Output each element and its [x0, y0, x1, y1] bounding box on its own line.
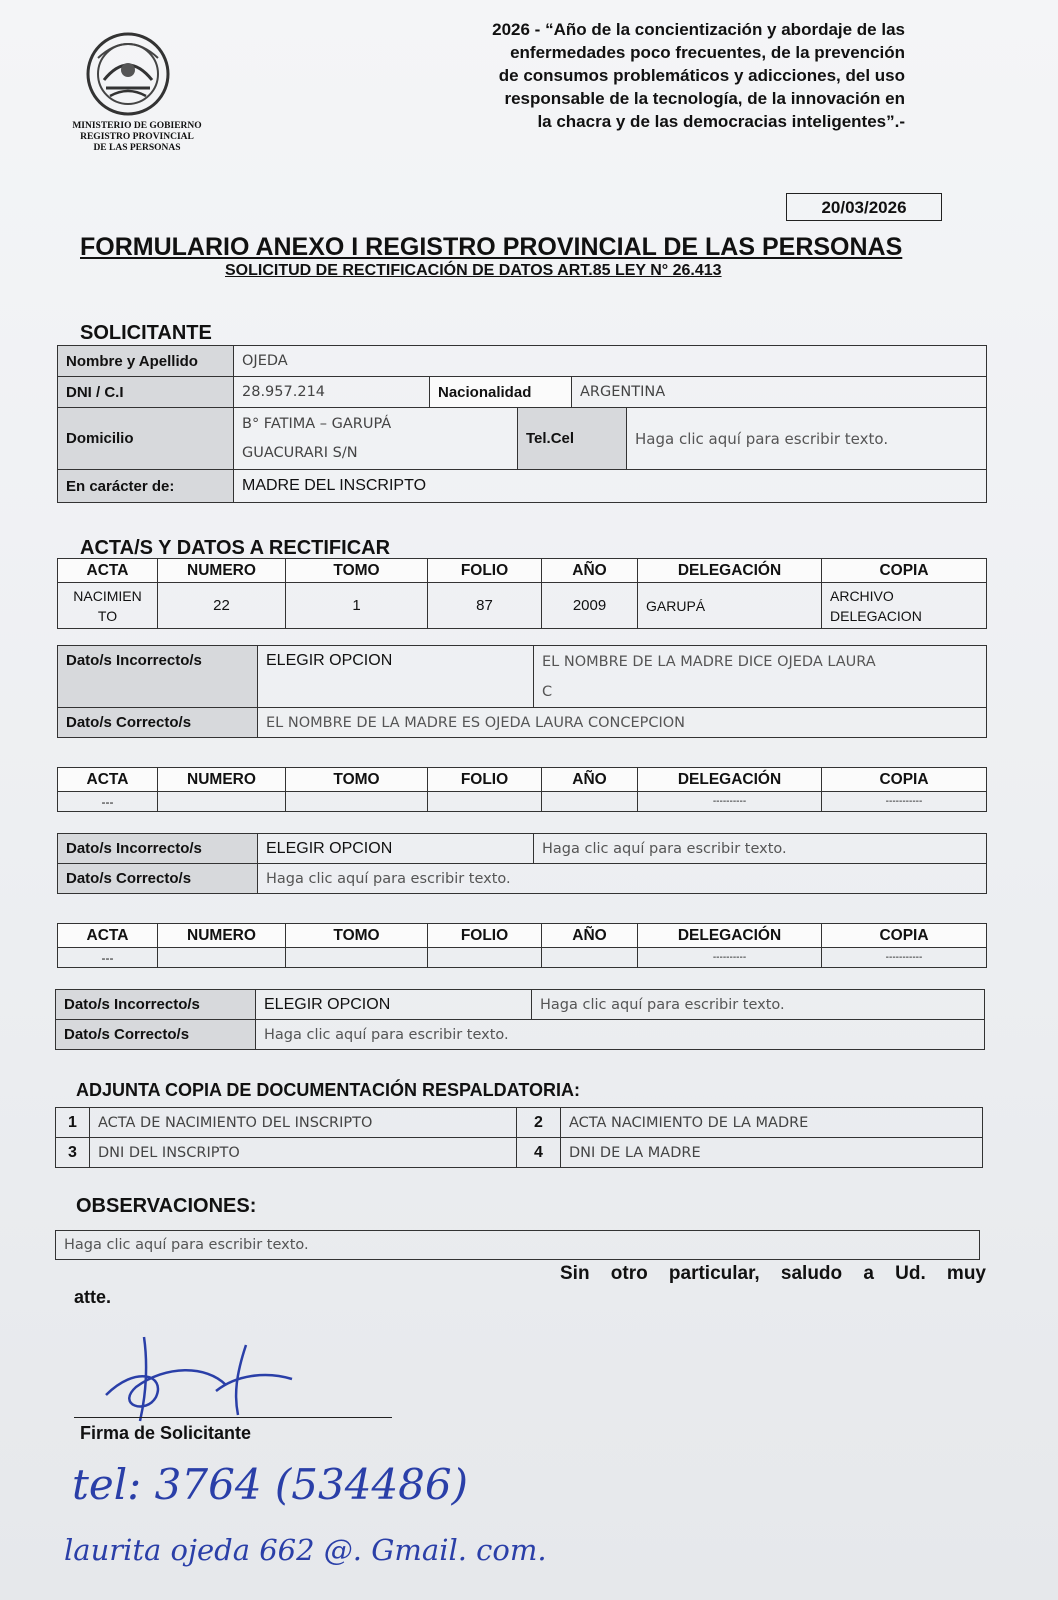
- datos-table-3: [55, 989, 985, 1050]
- acta-type-line: TO: [97, 607, 118, 624]
- correct-label: Dato/s Correcto/s: [56, 1020, 256, 1050]
- doc-number: 1: [56, 1108, 90, 1138]
- col-delegacion: DELEGACIÓN: [638, 768, 822, 792]
- name-field[interactable]: OJEDA: [234, 346, 987, 377]
- anio-cell[interactable]: 2009: [542, 583, 638, 629]
- numero-cell[interactable]: [158, 948, 286, 968]
- acta-table-2: [57, 767, 987, 812]
- col-delegacion: DELEGACIÓN: [638, 559, 822, 583]
- nationality-label: Nacionalidad: [430, 377, 572, 408]
- option-select[interactable]: ELEGIR OPCION: [258, 646, 534, 708]
- incorrect-text-field[interactable]: Haga clic aquí para escribir texto.: [532, 990, 985, 1020]
- role-label: En carácter de:: [58, 470, 234, 503]
- section-adjunta: ADJUNTA COPIA DE DOCUMENTACIÓN RESPALDATORIA:: [76, 1080, 580, 1100]
- copia-cell[interactable]: [822, 583, 987, 629]
- motto-line: de consumos problemáticos y adicciones, del uso: [498, 66, 905, 85]
- section-actas: ACTA/S Y DATOS A RECTIFICAR: [80, 537, 391, 559]
- dni-field[interactable]: 28.957.214: [234, 377, 430, 408]
- role-field[interactable]: MADRE DEL INSCRIPTO: [234, 470, 987, 503]
- incorrect-text-line: C: [542, 683, 553, 700]
- col-tomo: TOMO: [286, 924, 428, 948]
- col-folio: FOLIO: [428, 924, 542, 948]
- col-anio: AÑO: [542, 768, 638, 792]
- col-delegacion: DELEGACIÓN: [638, 924, 822, 948]
- acta-type-cell[interactable]: [58, 583, 158, 629]
- col-anio: AÑO: [542, 924, 638, 948]
- tomo-cell[interactable]: [286, 948, 428, 968]
- observaciones-table: [55, 1230, 980, 1260]
- incorrect-text-field[interactable]: Haga clic aquí para escribir texto.: [534, 834, 987, 864]
- correct-label: Dato/s Correcto/s: [58, 708, 258, 738]
- delegacion-cell[interactable]: GARUPÁ: [638, 583, 822, 629]
- col-acta: ACTA: [58, 768, 158, 792]
- nationality-field[interactable]: ARGENTINA: [572, 377, 987, 408]
- phone-field[interactable]: Haga clic aquí para escribir texto.: [627, 408, 987, 470]
- option-select[interactable]: ELEGIR OPCION: [258, 834, 534, 864]
- folio-cell[interactable]: 87: [428, 583, 542, 629]
- incorrect-text-field[interactable]: [534, 646, 987, 708]
- anio-cell[interactable]: [542, 948, 638, 968]
- copia-cell[interactable]: -----------: [822, 948, 987, 968]
- correct-text-field[interactable]: EL NOMBRE DE LA MADRE ES OJEDA LAURA CONCEPCION: [258, 708, 987, 738]
- incorrect-label: Dato/s Incorrecto/s: [58, 646, 258, 708]
- acta-type-cell[interactable]: ---: [58, 792, 158, 812]
- signature-line: [74, 1417, 392, 1418]
- option-select[interactable]: ELEGIR OPCION: [256, 990, 532, 1020]
- col-copia: COPIA: [822, 924, 987, 948]
- motto-line: la chacra y de las democracias inteligentes”.-: [537, 112, 905, 131]
- address-line: GUACURARI S/N: [242, 444, 358, 461]
- ministry-line: DE LAS PERSONAS: [93, 143, 181, 153]
- motto-line: responsable de la tecnología, de la innovación en: [504, 89, 905, 108]
- handwritten-email: laurita ojeda 662 @. Gmail. com.: [64, 1533, 547, 1567]
- phone-label: Tel.Cel: [518, 408, 627, 470]
- folio-cell[interactable]: [428, 948, 542, 968]
- motto-line: 2026 - “Año de la concientización y abordaje de las: [492, 20, 905, 39]
- acta-type-line: NACIMIEN: [73, 587, 142, 604]
- copia-line: DELEGACION: [830, 607, 922, 624]
- handwritten-signature-icon: [96, 1335, 296, 1425]
- correct-text-field[interactable]: Haga clic aquí para escribir texto.: [256, 1020, 985, 1050]
- closing-text: Sin otro particular, saludo a Ud. muy: [560, 1263, 986, 1284]
- ministry-line: REGISTRO PROVINCIAL: [80, 132, 194, 142]
- form-title: FORMULARIO ANEXO I REGISTRO PROVINCIAL DE LAS PERSONAS: [80, 233, 903, 261]
- acta-table-1: [57, 558, 987, 629]
- solicitante-table: [57, 345, 987, 503]
- form-subtitle: SOLICITUD DE RECTIFICACIÓN DE DATOS ART.85 LEY N° 26.413: [225, 262, 722, 279]
- col-acta: ACTA: [58, 924, 158, 948]
- datos-table-2: [57, 833, 987, 894]
- acta-type-cell[interactable]: ---: [58, 948, 158, 968]
- col-numero: NUMERO: [158, 768, 286, 792]
- address-field[interactable]: [234, 408, 518, 470]
- section-solicitante: SOLICITANTE: [80, 322, 212, 344]
- doc-item[interactable]: ACTA DE NACIMIENTO DEL INSCRIPTO: [90, 1108, 517, 1138]
- col-tomo: TOMO: [286, 768, 428, 792]
- doc-item[interactable]: DNI DE LA MADRE: [561, 1138, 983, 1168]
- section-observaciones: OBSERVACIONES:: [76, 1195, 257, 1217]
- provincial-seal-icon: [84, 30, 172, 118]
- signature-label: Firma de Solicitante: [80, 1423, 252, 1443]
- copia-line: ARCHIVO: [830, 587, 894, 604]
- tomo-cell[interactable]: 1: [286, 583, 428, 629]
- ministry-name: [52, 121, 222, 154]
- closing-atte: atte.: [74, 1287, 112, 1307]
- dni-label: DNI / C.I: [58, 377, 234, 408]
- doc-number: 3: [56, 1138, 90, 1168]
- correct-label: Dato/s Correcto/s: [58, 864, 258, 894]
- col-folio: FOLIO: [428, 768, 542, 792]
- numero-cell[interactable]: 22: [158, 583, 286, 629]
- incorrect-text-line: EL NOMBRE DE LA MADRE DICE OJEDA LAURA: [542, 653, 876, 670]
- col-numero: NUMERO: [158, 924, 286, 948]
- delegacion-cell[interactable]: ----------: [638, 792, 822, 812]
- correct-text-field[interactable]: Haga clic aquí para escribir texto.: [258, 864, 987, 894]
- doc-number: 2: [517, 1108, 561, 1138]
- datos-table-1: [57, 645, 987, 738]
- year-motto: [405, 18, 905, 133]
- col-numero: NUMERO: [158, 559, 286, 583]
- copia-cell[interactable]: -----------: [822, 792, 987, 812]
- adjunta-table: [55, 1107, 983, 1168]
- ministry-line: MINISTERIO DE GOBIERNO: [72, 121, 202, 131]
- acta-table-3: [57, 923, 987, 968]
- numero-cell[interactable]: [158, 792, 286, 812]
- name-label: Nombre y Apellido: [58, 346, 234, 377]
- observaciones-field[interactable]: Haga clic aquí para escribir texto.: [56, 1231, 980, 1260]
- col-acta: ACTA: [58, 559, 158, 583]
- anio-cell[interactable]: [542, 792, 638, 812]
- incorrect-label: Dato/s Incorrecto/s: [58, 834, 258, 864]
- col-copia: COPIA: [822, 768, 987, 792]
- doc-item[interactable]: DNI DEL INSCRIPTO: [90, 1138, 517, 1168]
- col-copia: COPIA: [822, 559, 987, 583]
- col-tomo: TOMO: [286, 559, 428, 583]
- doc-number: 4: [517, 1138, 561, 1168]
- col-folio: FOLIO: [428, 559, 542, 583]
- motto-line: enfermedades poco frecuentes, de la prevención: [510, 43, 905, 62]
- address-label: Domicilio: [58, 408, 234, 470]
- delegacion-cell[interactable]: ----------: [638, 948, 822, 968]
- address-line: B° FATIMA – GARUPÁ: [242, 415, 392, 432]
- doc-item[interactable]: ACTA NACIMIENTO DE LA MADRE: [561, 1108, 983, 1138]
- form-date: 20/03/2026: [786, 193, 942, 221]
- folio-cell[interactable]: [428, 792, 542, 812]
- col-anio: AÑO: [542, 559, 638, 583]
- incorrect-label: Dato/s Incorrecto/s: [56, 990, 256, 1020]
- tomo-cell[interactable]: [286, 792, 428, 812]
- handwritten-phone: tel: 3764 (534486): [72, 1460, 469, 1509]
